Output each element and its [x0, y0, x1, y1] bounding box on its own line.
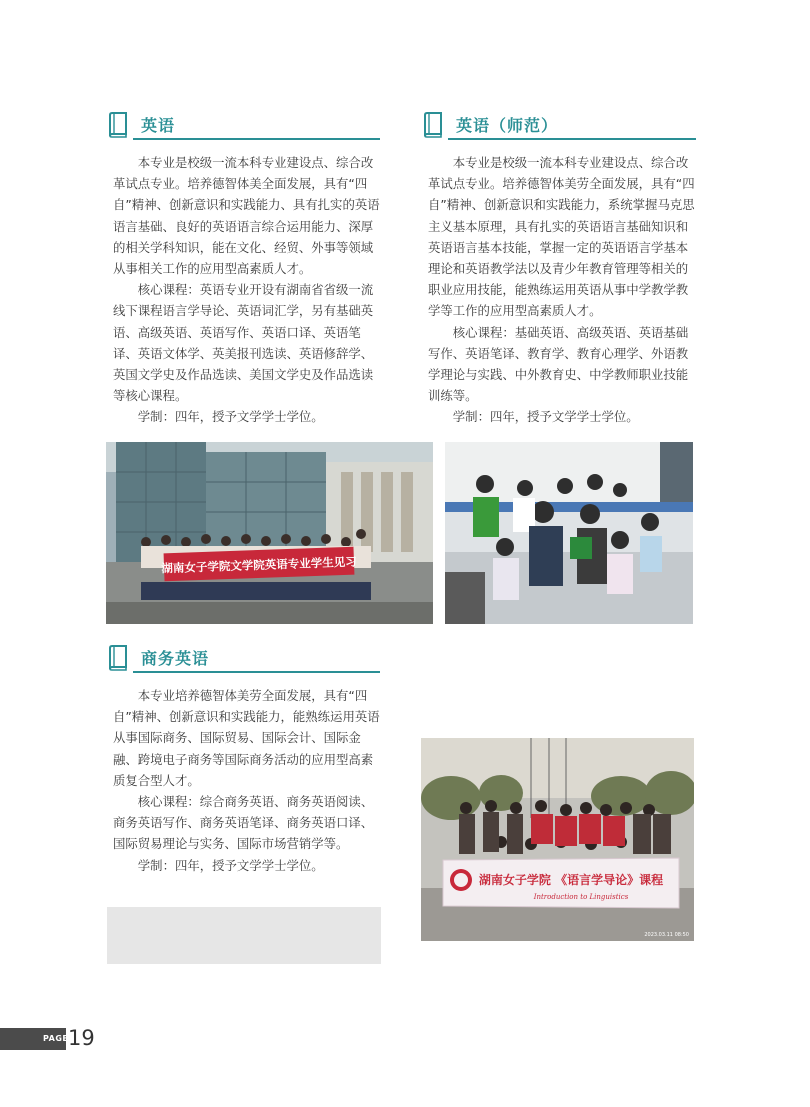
divider	[133, 671, 380, 673]
paragraph-duration: 学制：四年，授予文学学士学位。	[137, 409, 324, 425]
paragraph-intro: 本专业是校级一流本科专业建设点、综合改革试点专业。培养德智体美全面发展，具有“四自”精神、创新意识和实践能力、具有扎实的英语语言基础、良好的英语语言综合运用能力、深厚的相关学科知识，能在文化、经贸、外事等领域从事相关工作的应用型高素质人才。	[113, 155, 380, 277]
section-body	[422, 152, 696, 428]
section-body	[107, 152, 380, 428]
book-icon	[107, 112, 129, 138]
section-english-normal	[422, 112, 696, 428]
page-number: 19	[68, 1026, 95, 1050]
gray-placeholder-box	[107, 907, 381, 964]
paragraph-courses: 核心课程：综合商务英语、商务英语阅读、商务英语写作、商务英语笔译、商务英语口译、国际贸易理论与实务、国际市场营销学等。	[113, 794, 374, 852]
section-title: 英语	[141, 116, 176, 135]
section-header	[422, 112, 696, 142]
group-banner-text: 湖南女子学院文学院英语专业学生见习	[161, 554, 357, 576]
section-title: 商务英语	[141, 649, 210, 668]
section-title: 英语（师范）	[456, 116, 559, 135]
section-header	[107, 112, 380, 142]
section-body	[107, 685, 380, 876]
paragraph-courses: 核心课程：英语专业开设有湖南省省级一流线下课程语言学导论、英语词汇学，另有基础英语、高级英语、英语写作、英语口译、英语笔译、英语文体学、英美报刊选读、英语修辞学、英国文学史及作品选读、美国文学史及作品选读等核心课程。	[113, 282, 374, 404]
paragraph-duration: 学制：四年，授予文学学士学位。	[137, 857, 324, 873]
divider	[448, 138, 696, 140]
photo-linguistics-course-group	[421, 738, 694, 941]
photo-children-classroom	[445, 442, 693, 624]
photo-timestamp: 2023.03.11 08:50	[644, 932, 689, 938]
section-english	[107, 112, 380, 428]
page-label: PAGE	[43, 1034, 69, 1043]
paragraph-duration: 学制：四年，授予文学学士学位。	[452, 409, 639, 425]
section-business-english	[107, 645, 380, 876]
paragraph-courses: 核心课程：基础英语、高级英语、英语基础写作、英语笔译、教育学、教育心理学、外语教学理论与实践、中外教育史、中学教师职业技能训练等。	[428, 324, 689, 404]
linguistics-banner-sub: Introduction to Linguistics	[533, 893, 629, 901]
divider	[133, 138, 380, 140]
paragraph-intro: 本专业是校级一流本科专业建设点、综合改革试点专业。培养德智体美劳全面发展，具有“四自”精神、创新意识和实践能力，系统掌握马克思主义基本原理，具有扎实的英语语言基础知识和英语语言基本技能，掌握一定的英语语言学基本理论和英语教学法以及青少年教育管理等相关的职业应用技能，能熟练运用英语从事中学教学教学等工作的应用型高素质人才。	[428, 155, 695, 319]
book-icon	[422, 112, 444, 138]
paragraph-intro: 本专业培养德智体美劳全面发展，具有“四自”精神、创新意识和实践能力，能熟练运用英语从事国际商务、国际贸易、国际会计、国际金融、跨境电子商务等国际商务活动的应用型高素质复合型人才。	[113, 688, 380, 788]
linguistics-banner-main: 湖南女子学院 《语言学导论》课程	[478, 873, 664, 887]
book-icon	[107, 645, 129, 671]
photo-student-group-internship	[106, 442, 433, 624]
section-header	[107, 645, 380, 675]
